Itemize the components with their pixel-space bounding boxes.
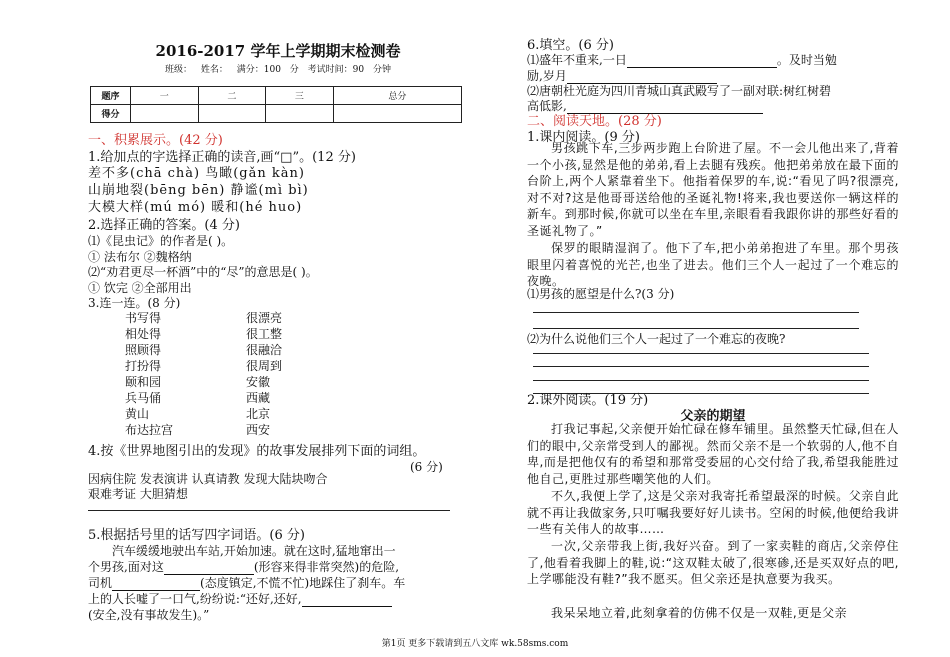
match-left-item[interactable]: 相处得	[125, 327, 162, 341]
score-cell: 题序	[91, 87, 131, 105]
q5-line: (安全,没有事故发生)。”	[88, 608, 210, 622]
match-left-item[interactable]: 照顾得	[125, 343, 162, 357]
q2-stem: 2.选择正确的答案。(4 分)	[88, 218, 240, 233]
q5-blank[interactable]	[302, 595, 392, 607]
q1-stem: 1.给加点的字选择正确的读音,画“□”。(12 分)	[88, 150, 356, 165]
match-right-item[interactable]: 北京	[246, 407, 271, 421]
q5-line	[88, 574, 405, 591]
q5-text: 司机	[88, 576, 113, 590]
answer-line[interactable]	[533, 380, 869, 381]
q5-text: (形容来得非常突然)的危险,	[253, 560, 400, 574]
q5-line	[88, 590, 392, 607]
score-table-score-row	[91, 105, 462, 123]
q5-text: (态度镇定,不慌不忙)地踩住了刹车。车	[200, 576, 406, 590]
q1-line: 山崩地裂(bēng bēn) 静谧(mì bì)	[88, 183, 309, 198]
q1-line: 大模大样(mú mó) 暖和(hé huo)	[88, 200, 303, 215]
q6-text: ⑴盛年不重来,一日	[527, 53, 627, 67]
q6-line	[527, 51, 837, 68]
match-left-item[interactable]: 黄山	[125, 407, 150, 421]
q2-line: ⑴《昆虫记》的作者是( )。	[88, 234, 234, 248]
match-right-item[interactable]: 安徽	[246, 375, 271, 389]
match-left-item[interactable]: 布达拉宫	[125, 423, 174, 437]
q2-line: ⑵“劝君更尽一杯酒”中的“尽”的意思是( )。	[88, 265, 318, 279]
q3-left-list	[125, 310, 173, 438]
q4-words-line: 因病住院 发表演讲 认真请教 发现大陆块吻合	[88, 472, 328, 486]
reading2-paragraph: 不久,我便上学了,这是父亲对我寄托希望最深的时候。父亲自此就不再让我做家务,只叮嘱我要好好儿读书。空闲的时候,他便给我讲一些有关伟人的故事……	[527, 489, 899, 536]
match-right-item[interactable]: 很工整	[246, 327, 283, 341]
q1-line: 差不多(chā chà) 鸟瞰(gǎn kàn)	[88, 166, 305, 181]
q6-text: 。及时当勉	[776, 53, 837, 67]
q5-text: 个男孩,面对这	[88, 560, 164, 574]
score-cell: 二	[198, 87, 266, 105]
match-left-item[interactable]: 兵马俑	[125, 391, 162, 405]
match-right-item[interactable]: 西安	[246, 423, 271, 437]
match-right-item[interactable]: 西藏	[246, 391, 271, 405]
reading1-paragraph: 保罗的眼睛湿润了。他下了车,把小弟弟抱进了车里。那个男孩眼里闪着喜悦的光芒,也坐了进去。他们三个人一起过了一个难忘的夜晚。	[527, 241, 899, 288]
q5-stem: 5.根据括号里的话写四字词语。(6 分)	[88, 528, 305, 543]
reading1-stem: 1.课内阅读。(9 分)	[527, 130, 640, 145]
score-cell: 得分	[91, 105, 131, 123]
q4-score: (6 分)	[410, 460, 443, 474]
q6-text: 高低影,	[527, 99, 567, 113]
story-title: 父亲的期望	[680, 409, 746, 424]
q4-words-line: 艰难考证 大胆猜想	[88, 487, 188, 501]
q5-line: 汽车缓缓地驶出车站,开始加速。就在这时,猛地窜出一	[112, 544, 396, 558]
reading2-paragraph: 一次,父亲带我上街,我好兴奋。到了一家卖鞋的商店,父亲停住了,他看着我脚上的鞋,说:“这双鞋太破了,很寒碜,还是买双好点的吧,上学哪能没有鞋?”我不愿买。但父亲还是执意要为我买。	[527, 539, 899, 586]
score-input-cell[interactable]	[198, 105, 266, 123]
reading1-paragraph: 男孩跳下车,三步两步跑上台阶进了屋。不一会儿他出来了,背着一个小孩,显然是他的弟弟,看上去腿有残疾。他把弟弟放在最下面的台阶上,两个人紧靠着坐下。他指着保罗的车,说:“看见了吗?很漂亮,对不对?这是他哥哥送给他的圣诞礼物!将来,我也要送你一辆这样的新车。到那时候,你就可以坐在车里,亲眼看看我跟你讲的那些好看的圣诞礼物了。”	[527, 141, 899, 238]
q4-stem: 4.按《世界地图引出的发现》的故事发展排列下面的词组。	[88, 444, 426, 459]
q2-line: ① 饮完 ②全部用出	[88, 281, 192, 295]
score-cell: 一	[131, 87, 199, 105]
score-cell: 总分	[333, 87, 461, 105]
score-table-header-row	[91, 87, 462, 105]
answer-line[interactable]	[533, 328, 859, 329]
exam-title: 2016-2017 学年上学期期末检测卷	[155, 42, 401, 60]
q6-text: 励,岁月	[527, 69, 567, 83]
match-right-item[interactable]: 很漂亮	[246, 311, 283, 325]
reading2-paragraph: 我呆呆地立着,此刻拿着的仿佛不仅是一双鞋,更是父亲	[551, 606, 848, 620]
answer-line[interactable]	[533, 353, 869, 354]
match-left-item[interactable]: 书写得	[125, 311, 162, 325]
match-right-item[interactable]: 很融洽	[246, 343, 283, 357]
exam-meta: 班级： 姓名： 满分：100 分 考试时间：90 分钟	[165, 65, 391, 75]
answer-line[interactable]	[533, 366, 869, 367]
reading2-stem: 2.课外阅读。(19 分)	[527, 393, 649, 408]
q5-line	[88, 558, 399, 575]
section1-heading: 一、积累展示。(42 分)	[88, 133, 223, 148]
page-footer: 第1页 更多下载请到五八文库 wk.58sms.com	[381, 639, 569, 649]
q6-stem: 6.填空。(6 分)	[527, 38, 614, 53]
match-right-item[interactable]: 很周到	[246, 359, 283, 373]
match-left-item[interactable]: 颐和园	[125, 375, 162, 389]
reading2-paragraph: 打我记事起,父亲便开始忙碌在修车铺里。虽然整天忙碌,但在人们的眼中,父亲常受到人的鄙视。然而父亲不是一个软弱的人,他不自卑,而是把他仅有的希望和那常受委屈的心交付给了我,希望我能胜过他自己,更胜过那些嘲笑他的人们。	[527, 422, 899, 486]
q3-right-list	[246, 310, 282, 438]
q2-line: ① 法布尔 ②魏格纳	[88, 250, 192, 264]
score-cell: 三	[266, 87, 334, 105]
q4-answer-line[interactable]	[88, 510, 450, 511]
q5-text: 上的人长嘘了一口气,纷纷说:“还好,还好,	[88, 592, 302, 606]
score-input-cell[interactable]	[333, 105, 461, 123]
score-input-cell[interactable]	[266, 105, 334, 123]
score-input-cell[interactable]	[131, 105, 199, 123]
answer-line[interactable]	[533, 312, 859, 313]
q3-stem: 3.连一连。(8 分)	[88, 296, 181, 310]
score-table	[90, 86, 462, 123]
reading1-question: ⑴男孩的愿望是什么?(3 分)	[527, 287, 675, 301]
match-left-item[interactable]: 打扮得	[125, 359, 162, 373]
section2-heading: 二、阅读天地。(28 分)	[527, 114, 662, 129]
q6-line: ⑵唐朝杜光庭为四川青城山真武殿写了一副对联:树红树碧	[527, 84, 832, 98]
reading1-question: ⑵为什么说他们三个人一起过了一个难忘的夜晚?	[527, 332, 786, 346]
